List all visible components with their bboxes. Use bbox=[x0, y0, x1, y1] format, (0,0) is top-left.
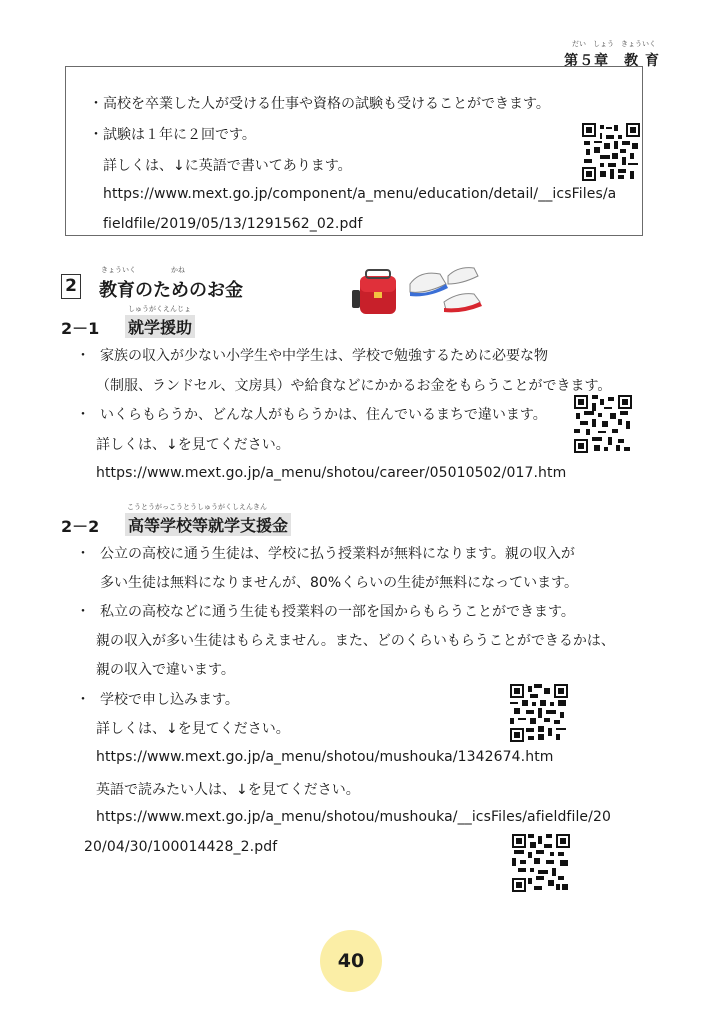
sub22-url-1[interactable]: https://www.mext.go.jp/a_menu/shotou/mushouka/1342674.htm bbox=[96, 749, 554, 765]
school-supplies-illustration bbox=[352, 262, 492, 318]
sub21-line-3: いくらもらうか、どんな人がもらうかは、住んでいるまちで違います。 bbox=[100, 407, 547, 423]
section-number: 2 bbox=[61, 274, 81, 299]
sub22-line-1: 公立の高校に通う生徒は、学校に払う授業料が無料になります。親の収入が bbox=[100, 546, 575, 562]
sub22-line-8: 英語で読みたい人は、↓を見てください。 bbox=[96, 782, 360, 798]
section-title: 教育のためのお金 bbox=[99, 280, 243, 301]
sub22-line-3: 私立の高校などに通う生徒も授業料の一部を国からもらうことができます。 bbox=[100, 604, 575, 620]
qr-code-icon bbox=[582, 123, 640, 181]
bullet: ・ bbox=[89, 127, 103, 143]
sub22-line-5: 親の収入で違います。 bbox=[96, 662, 235, 678]
sub21-url[interactable]: https://www.mext.go.jp/a_menu/shotou/career/05010502/017.htm bbox=[96, 465, 567, 481]
bullet: ・ bbox=[76, 407, 90, 423]
bullet: ・ bbox=[89, 96, 103, 112]
box-line-3: 詳しくは、↓に英語で書いてあります。 bbox=[103, 158, 352, 174]
subsection-title-ruby: しゅうがくえんじょ bbox=[128, 305, 191, 313]
sub21-line-2: （制服、ランドセル、文房具）や給食などにかかるお金をもらうことができます。 bbox=[96, 378, 612, 394]
chapter-title: 第５章 教 育 bbox=[564, 53, 660, 69]
box-line-1: 高校を卒業した人が受ける仕事や資格の試験も受けることができます。 bbox=[103, 96, 550, 112]
subsection-title: 高等学校等就学支援金 bbox=[125, 513, 291, 536]
box-line-2: 試験は１年に２回です。 bbox=[103, 127, 256, 143]
qr-code-icon bbox=[510, 684, 568, 742]
bullet: ・ bbox=[76, 604, 90, 620]
page-number: 40 bbox=[320, 930, 382, 992]
info-box bbox=[65, 66, 643, 236]
sub22-line-6: 学校で申し込みます。 bbox=[100, 692, 239, 708]
section-title-ruby: きょういく かね bbox=[101, 266, 185, 274]
subsection-title: 就学援助 bbox=[125, 315, 195, 338]
box-url-line-2[interactable]: fieldfile/2019/05/13/1291562_02.pdf bbox=[103, 216, 363, 232]
subsection-title-ruby: こうとうがっこうとうしゅうがくしえんきん bbox=[127, 503, 267, 511]
subsection-number: 2－2 bbox=[61, 517, 100, 536]
sub21-line-4: 詳しくは、↓を見てください。 bbox=[96, 437, 290, 453]
sub22-line-2: 多い生徒は無料になりませんが、80%くらいの生徒が無料になっています。 bbox=[100, 575, 578, 591]
sub22-url-2-line-1[interactable]: https://www.mext.go.jp/a_menu/shotou/mushouka/__icsFiles/afieldfile/20 bbox=[96, 809, 611, 825]
subsection-number: 2－1 bbox=[61, 319, 100, 338]
sub22-line-7: 詳しくは、↓を見てください。 bbox=[96, 721, 290, 737]
qr-code-icon bbox=[512, 834, 570, 892]
qr-code-icon bbox=[574, 395, 632, 453]
box-url-line-1[interactable]: https://www.mext.go.jp/component/a_menu/education/detail/__icsFiles/a bbox=[103, 186, 617, 202]
sub22-url-2-line-2[interactable]: 20/04/30/100014428_2.pdf bbox=[84, 839, 278, 855]
bullet: ・ bbox=[76, 546, 90, 562]
bullet: ・ bbox=[76, 348, 90, 364]
sub22-line-4: 親の収入が多い生徒はもらえません。また、どのくらいもらうことができるかは、 bbox=[96, 633, 615, 649]
sub21-line-1: 家族の収入が少ない小学生や中学生は、学校で勉強するために必要な物 bbox=[100, 348, 548, 364]
bullet: ・ bbox=[76, 692, 90, 708]
chapter-ruby: だい しょう きょういく bbox=[572, 40, 656, 48]
